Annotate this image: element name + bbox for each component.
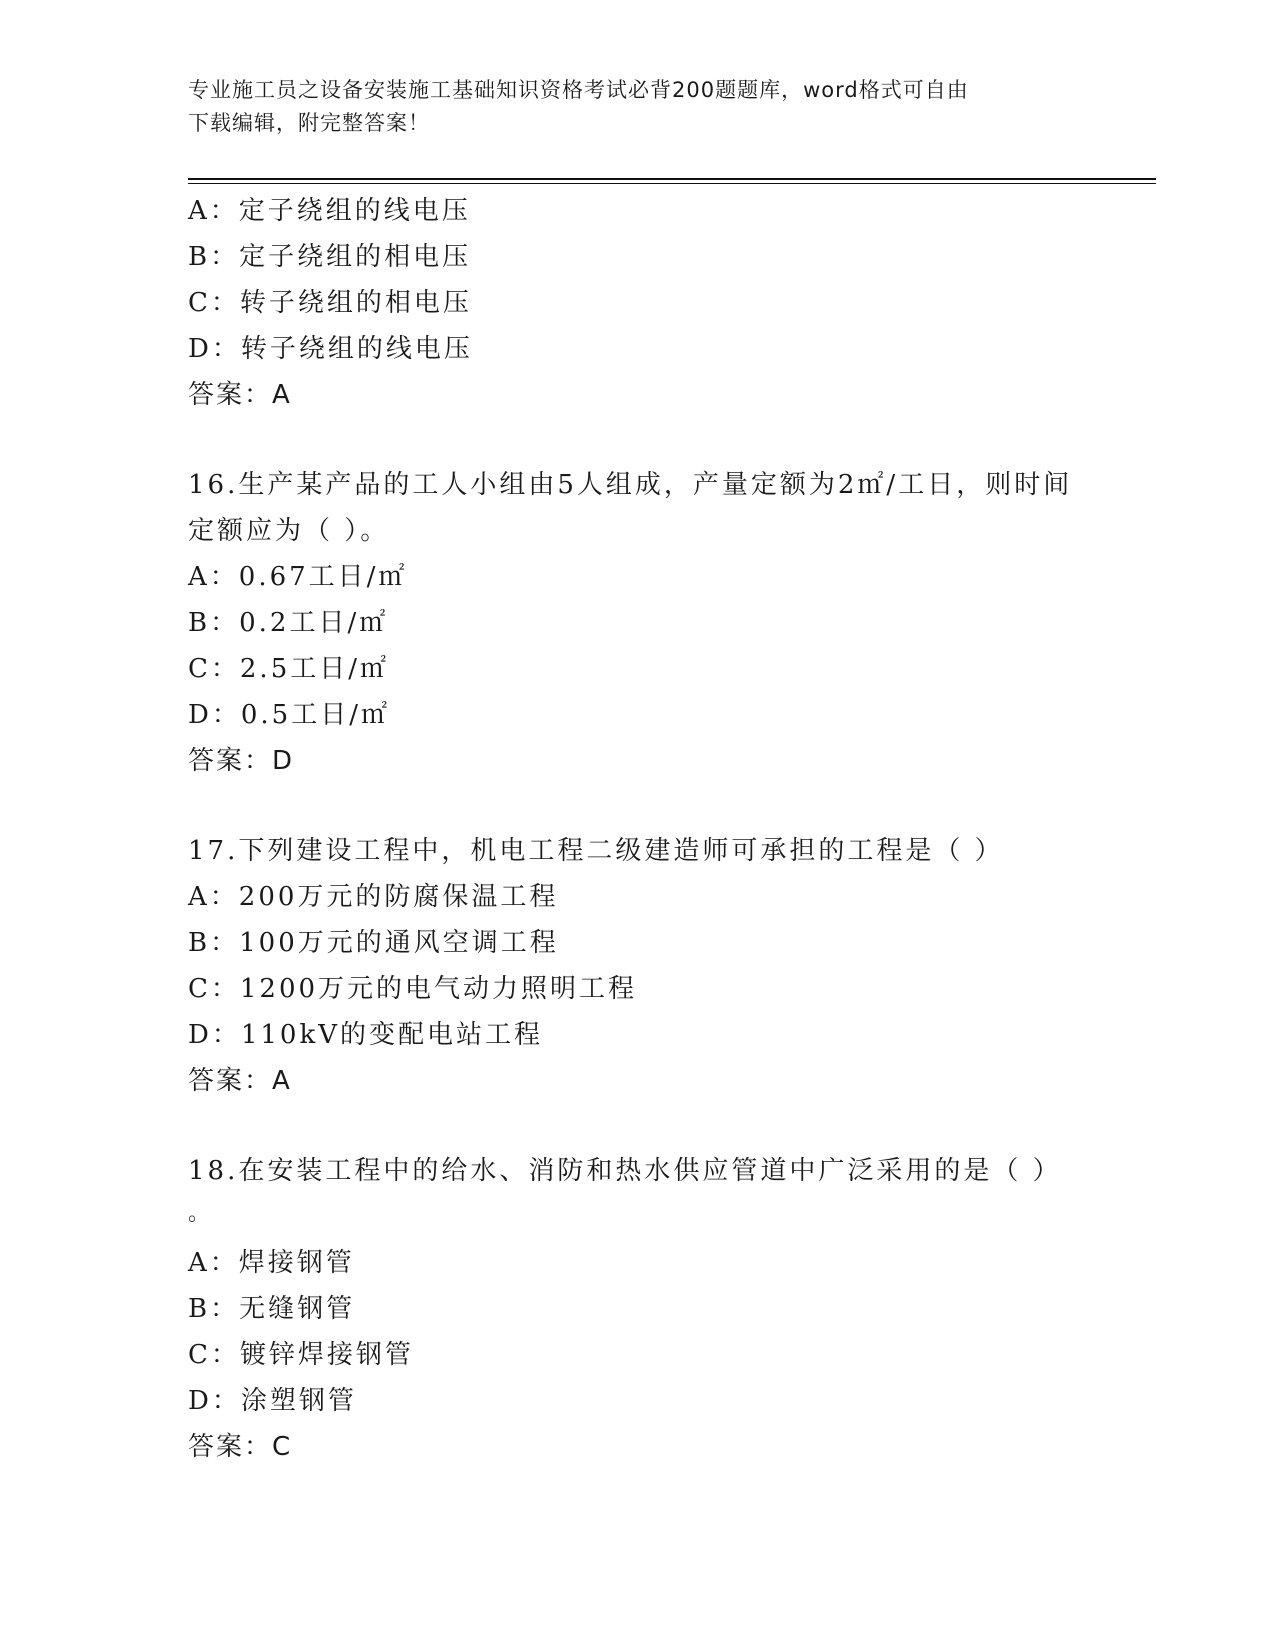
option-c: C：2.5工日/㎡ — [188, 654, 390, 684]
answer: 答案：A — [188, 380, 292, 410]
option-a: A：0.67工日/㎡ — [188, 562, 408, 592]
header-line-2: 下载编辑，附完整答案！ — [188, 111, 430, 135]
answer: 答案：C — [188, 1432, 293, 1462]
option-c: C：1200万元的电气动力照明工程 — [188, 974, 638, 1004]
question-stem: 17.下列建设工程中，机电工程二级建造师可承担的工程是（ ） — [188, 836, 1004, 866]
option-a: A：定子绕组的线电压 — [188, 196, 471, 226]
question-stem-cont: 。 — [188, 1201, 211, 1226]
question-stem-cont: 定额应为（ ）。 — [188, 516, 390, 546]
option-c: C：转子绕组的相电压 — [188, 288, 472, 318]
header-rule-thick — [188, 178, 1156, 180]
document-header — [188, 74, 1088, 140]
question-18 — [188, 1148, 1148, 1470]
option-d: D：110kV的变配电站工程 — [188, 1020, 544, 1050]
answer: 答案：D — [188, 746, 295, 776]
option-a: A：200万元的防腐保温工程 — [188, 882, 559, 912]
option-d: D：0.5工日/㎡ — [188, 700, 390, 730]
question-stem: 18.在安装工程中的给水、消防和热水供应管道中广泛采用的是（ ） — [188, 1156, 1062, 1186]
option-d: D：转子绕组的线电压 — [188, 334, 473, 364]
question-15 — [188, 188, 1148, 418]
option-b: B：0.2工日/㎡ — [188, 608, 389, 638]
option-b: B：定子绕组的相电压 — [188, 242, 472, 272]
option-a: A：焊接钢管 — [188, 1248, 355, 1278]
question-stem: 16.生产某产品的工人小组由5人组成，产量定额为2㎡/工日，则时间 — [188, 470, 1073, 500]
option-d: D：涂塑钢管 — [188, 1386, 357, 1416]
header-line-1: 专业施工员之设备安装施工基础知识资格考试必背200题题库，word格式可自由 — [188, 78, 969, 102]
answer: 答案：A — [188, 1066, 292, 1096]
question-16 — [188, 462, 1148, 784]
option-c: C：镀锌焊接钢管 — [188, 1340, 414, 1370]
option-b: B：100万元的通风空调工程 — [188, 928, 559, 958]
header-rule-thin — [188, 183, 1156, 184]
option-b: B：无缝钢管 — [188, 1294, 356, 1324]
question-list — [188, 188, 1148, 1470]
question-17 — [188, 828, 1148, 1104]
